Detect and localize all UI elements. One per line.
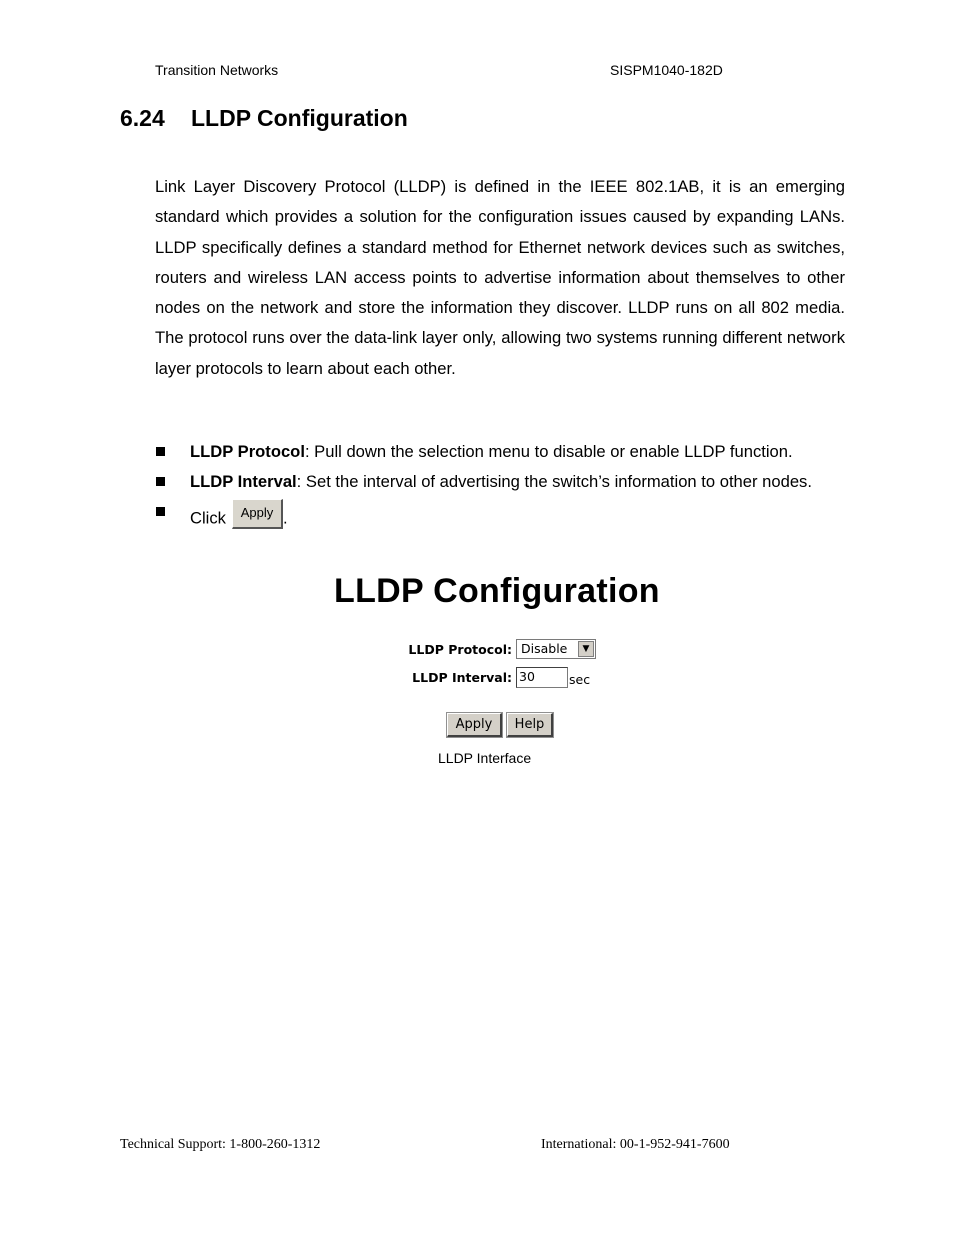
interval-label: LLDP Interval: [412, 670, 512, 685]
bullet-term: LLDP Interval [190, 472, 297, 491]
header-left: Transition Networks [155, 62, 279, 78]
protocol-label: LLDP Protocol: [408, 642, 512, 657]
inline-apply-button: Apply [232, 499, 283, 529]
chevron-down-icon[interactable]: ▼ [578, 641, 594, 657]
interval-input[interactable]: 30 [516, 667, 568, 688]
figure-caption: LLDP Interface [438, 750, 532, 766]
footer-right: International: 00-1-952-941-7600 [541, 1137, 730, 1152]
section-heading [120, 105, 408, 132]
section-number: 6.24 [120, 105, 165, 131]
click-suffix: . [282, 508, 288, 528]
interval-row [350, 667, 650, 689]
list-item [155, 499, 915, 535]
bullet-term: LLDP Protocol [190, 442, 305, 461]
list-item [155, 469, 915, 499]
bullet-text: : Set the interval of advertising the switch’s information to other nodes. [296, 472, 812, 491]
apply-button[interactable]: Apply [447, 713, 502, 737]
bullet-list [155, 439, 915, 535]
bullet-square-icon [156, 447, 165, 456]
help-button[interactable]: Help [507, 713, 553, 737]
list-item [155, 439, 915, 469]
footer-left: Technical Support: 1-800-260-1312 [120, 1137, 321, 1152]
bullet-text: : Pull down the selection menu to disable or enable LLDP function. [304, 442, 793, 461]
interval-unit: sec [569, 672, 591, 687]
protocol-row [350, 639, 650, 661]
protocol-select-value: Disable [521, 641, 568, 656]
bullet-square-icon [156, 477, 165, 486]
protocol-select[interactable] [516, 639, 596, 659]
section-title: LLDP Configuration [191, 105, 408, 131]
click-prefix: Click [190, 508, 226, 528]
ui-title: LLDP Configuration [334, 572, 660, 610]
bullet-square-icon [156, 507, 165, 516]
header-right: SISPM1040-182D [610, 62, 723, 78]
intro-paragraph: Link Layer Discovery Protocol (LLDP) is defined in the IEEE 802.1AB, it is an emerging standard which provides a solution for the configuration issues caused by expanding LANs. LLDP specifically defines a standard method for Ethernet network devices such as switches, routers and wireless LAN access points to advertise information about themselves to other nodes on the network and store the information they discover. LLDP runs on all 802 media. The protocol runs over the data-link layer only, allowing two systems running different network layer protocols to learn about each other. [155, 177, 845, 378]
